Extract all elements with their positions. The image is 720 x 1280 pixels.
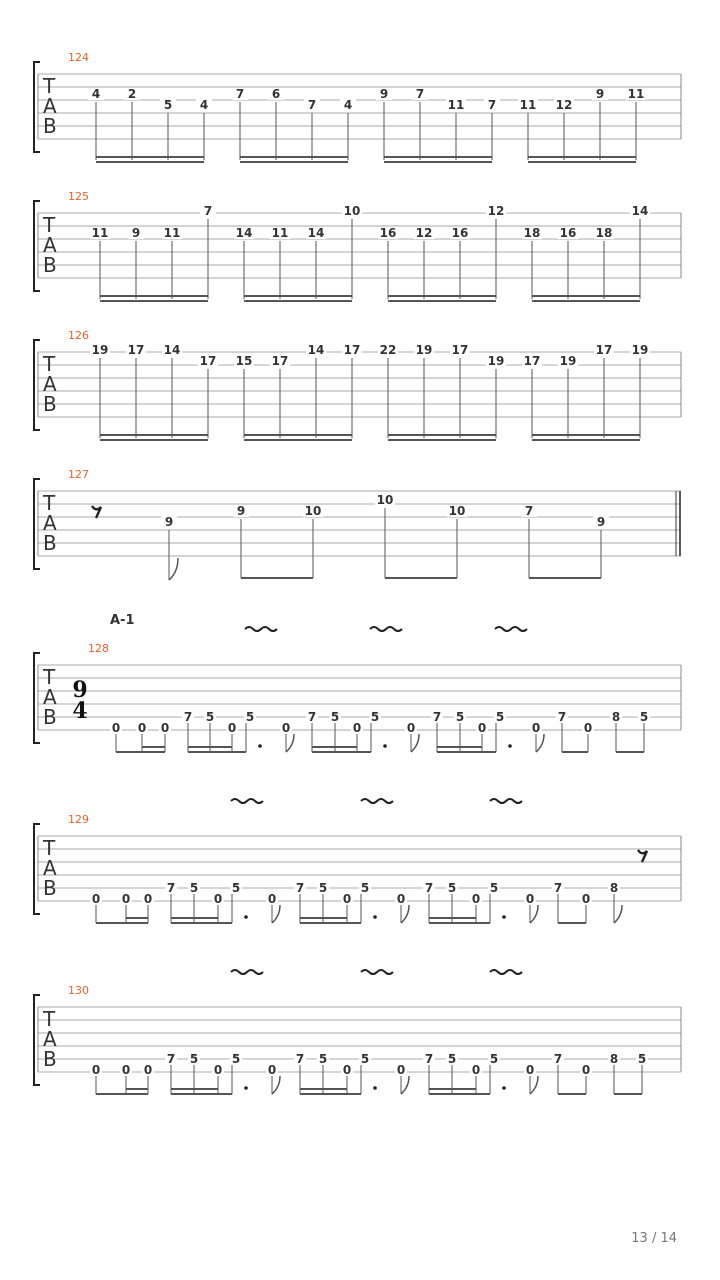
fret-number: 7 [166,881,176,895]
fret-number: 5 [245,710,255,724]
fret-number: 0 [477,721,487,735]
vibrato-icon [245,627,277,631]
fret-number: 9 [164,515,174,529]
fret-number: 7 [432,710,442,724]
fret-number: 0 [160,721,170,735]
fret-number: 0 [91,892,101,906]
fret-number: 0 [137,721,147,735]
fret-number: 16 [559,226,577,240]
fret-number: 5 [360,1052,370,1066]
fret-number: 7 [166,1052,176,1066]
fret-number: 10 [343,204,361,218]
fret-number: 7 [203,204,213,218]
system-128 [34,613,681,752]
fret-number: 9 [379,87,389,101]
fret-number: 12 [487,204,505,218]
tab-letter-b: B [43,531,57,555]
fret-number: 5 [455,710,465,724]
fret-number: 12 [555,98,573,112]
fret-number: 0 [213,892,223,906]
fret-number: 7 [307,98,317,112]
fret-number: 8 [609,881,619,895]
fret-number: 5 [318,881,328,895]
fret-number: 0 [581,1063,591,1077]
fret-number: 7 [424,1052,434,1066]
fret-number: 7 [183,710,193,724]
fret-number: 4 [343,98,353,112]
system-126 [34,329,681,440]
fret-number: 0 [352,721,362,735]
fret-number: 19 [631,343,649,357]
tab-letter-b: B [43,705,57,729]
fret-number: 9 [595,87,605,101]
vibrato-icon [231,970,263,974]
fret-number: 6 [271,87,281,101]
vibrato-marks [231,799,522,803]
eighth-flags [272,905,622,923]
fret-number: 7 [295,1052,305,1066]
tab-letter-a: A [43,372,57,396]
tab-letter-a: A [43,511,57,535]
fret-number: 17 [127,343,145,357]
fret-numbers [90,881,620,906]
staff-lines [38,213,681,278]
tab-letter-t: T [43,213,56,237]
fret-number: 7 [487,98,497,112]
beams [100,435,640,440]
tab-letter-a: A [43,856,57,880]
fret-number: 9 [131,226,141,240]
fret-number: 14 [307,226,325,240]
fret-number: 11 [627,87,645,101]
stems [100,358,640,438]
fret-number: 4 [91,87,101,101]
fret-number: 14 [307,343,325,357]
tab-letter-a: A [43,233,57,257]
fret-number: 7 [524,504,534,518]
fret-number: 4 [199,98,209,112]
fret-number: 0 [583,721,593,735]
measure-number: 126 [68,329,89,342]
tab-letter-b: B [43,876,57,900]
fret-number: 19 [559,354,577,368]
fret-number: 17 [271,354,289,368]
beams [100,296,640,301]
fret-number: 0 [525,892,535,906]
fret-number: 18 [523,226,541,240]
fret-number: 5 [360,881,370,895]
fret-number: 5 [447,1052,457,1066]
fret-number: 11 [91,226,109,240]
page-number: 13 / 14 [631,1231,677,1246]
fret-number: 5 [189,881,199,895]
fret-number: 0 [396,1063,406,1077]
vibrato-marks [231,970,522,974]
fret-number: 0 [396,892,406,906]
fret-number: 17 [343,343,361,357]
fret-numbers [90,1052,648,1077]
staff-lines [38,74,681,139]
vibrato-icon [361,799,393,803]
beams [96,1089,642,1094]
fret-number: 7 [415,87,425,101]
system-125 [34,190,681,301]
fret-number: 0 [342,1063,352,1077]
fret-number: 0 [342,892,352,906]
tab-letter-b: B [43,253,57,277]
fret-number: 5 [231,881,241,895]
fret-number: 19 [415,343,433,357]
fret-number: 14 [631,204,649,218]
beams [96,918,586,923]
staff-lines [38,352,681,417]
fret-number: 0 [471,892,481,906]
fret-number: 0 [143,1063,153,1077]
fret-number: 7 [295,881,305,895]
fret-number: 0 [531,721,541,735]
eighth-flag [169,558,178,580]
fret-number: 10 [448,504,466,518]
fret-numbers [110,710,650,735]
fret-number: 0 [581,892,591,906]
tab-letter-t: T [43,836,56,860]
fret-number: 0 [121,1063,131,1077]
tab-letter-b: B [43,1047,57,1071]
fret-number: 17 [199,354,217,368]
fret-number: 0 [471,1063,481,1077]
tab-letter-a: A [43,1027,57,1051]
fret-number: 16 [379,226,397,240]
vibrato-icon [370,627,402,631]
tab-letter-b: B [43,114,57,138]
fret-number: 11 [519,98,537,112]
eighth-flags [272,1076,538,1094]
fret-number: 5 [205,710,215,724]
fret-number: 5 [495,710,505,724]
fret-number: 17 [595,343,613,357]
tab-letter-t: T [43,74,56,98]
staff-lines [38,491,681,556]
fret-number: 12 [415,226,433,240]
fret-number: 7 [235,87,245,101]
fret-number: 0 [91,1063,101,1077]
fret-number: 19 [487,354,505,368]
tab-letter-a: A [43,94,57,118]
fret-number: 0 [143,892,153,906]
measure-number: 125 [68,190,89,203]
fret-number: 7 [424,881,434,895]
eighth-rest-icon [92,506,101,518]
tab-letter-b: B [43,392,57,416]
fret-number: 0 [227,721,237,735]
vibrato-marks [245,627,527,631]
measure-number: 130 [68,984,89,997]
fret-number: 0 [121,892,131,906]
system-129 [34,799,681,923]
system-130 [34,970,681,1094]
stems [169,508,601,580]
vibrato-icon [490,799,522,803]
fret-number: 2 [127,87,137,101]
system-127 [34,468,681,580]
measure-number: 127 [68,468,89,481]
tab-letter-t: T [43,665,56,689]
fret-number: 0 [406,721,416,735]
vibrato-icon [361,970,393,974]
system-124 [34,51,681,162]
fret-number: 7 [307,710,317,724]
fret-number: 5 [447,881,457,895]
fret-number: 11 [163,226,181,240]
fret-number: 19 [91,343,109,357]
fret-number: 5 [489,881,499,895]
fret-number: 8 [611,710,621,724]
fret-number: 0 [525,1063,535,1077]
eighth-rest-icon [638,850,647,862]
fret-number: 7 [557,710,567,724]
fret-number: 10 [376,493,394,507]
measure-number: 124 [68,51,89,64]
fret-numbers [90,204,650,240]
fret-number: 5 [231,1052,241,1066]
measure-number: 129 [68,813,89,826]
fret-number: 0 [213,1063,223,1077]
beams [116,747,644,752]
tab-letter-t: T [43,1007,56,1031]
fret-number: 7 [553,881,563,895]
fret-number: 0 [111,721,121,735]
fret-number: 18 [595,226,613,240]
fret-number: 0 [281,721,291,735]
vibrato-icon [490,970,522,974]
fret-number: 14 [235,226,253,240]
fret-number: 14 [163,343,181,357]
fret-number: 11 [447,98,465,112]
time-signature-top: 9 [72,677,88,703]
beams [96,157,636,162]
fret-number: 5 [370,710,380,724]
fret-number: 0 [267,892,277,906]
fret-number: 5 [637,1052,647,1066]
fret-numbers [90,343,650,368]
fret-number: 9 [236,504,246,518]
time-signature-bottom: 4 [72,698,88,724]
fret-number: 7 [553,1052,563,1066]
fret-number: 15 [235,354,253,368]
fret-number: 10 [304,504,322,518]
tab-letter-t: T [43,491,56,515]
measure-number: 128 [88,642,109,655]
fret-number: 9 [596,515,606,529]
tab-letter-t: T [43,352,56,376]
fret-number: 5 [189,1052,199,1066]
fret-number: 17 [451,343,469,357]
tab-letter-a: A [43,685,57,709]
fret-number: 11 [271,226,289,240]
fret-number: 5 [639,710,649,724]
fret-number: 17 [523,354,541,368]
fret-number: 5 [318,1052,328,1066]
fret-number: 22 [379,343,397,357]
fret-number: 16 [451,226,469,240]
fret-number: 5 [489,1052,499,1066]
fret-number: 5 [163,98,173,112]
vibrato-icon [231,799,263,803]
eighth-flags [286,734,544,752]
fret-number: 8 [609,1052,619,1066]
section-marker: A-1 [110,613,135,628]
fret-number: 0 [267,1063,277,1077]
fret-number: 5 [330,710,340,724]
vibrato-icon [495,627,527,631]
